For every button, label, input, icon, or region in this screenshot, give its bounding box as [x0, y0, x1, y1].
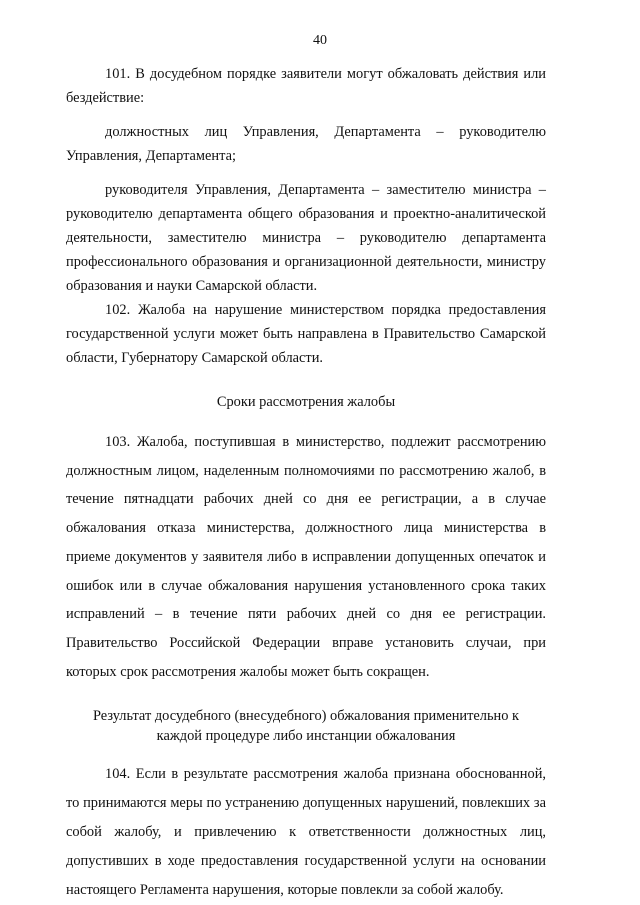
section-heading-line-2: каждой процедуре либо инстанции обжалования: [156, 728, 456, 745]
page-number: 40: [313, 33, 327, 48]
section-heading-review-terms: Сроки рассмотрения жалобы: [216, 394, 396, 410]
document-body: [66, 62, 546, 905]
paragraph-101-heads: руководителя Управления, Департамента – заместителю министра – руководителю департамента общего образования и проектно-аналитической деятельности, заместителю министра – руководителю департамента профессионального образования и организационной деятельности, министру образования и науки Самарской области.: [66, 182, 546, 294]
paragraph-104: 104. Если в результате рассмотрения жалоба признана обоснованной, то принимаются меры по устранению допущенных нарушений, повлекших за собой жалобу, и привлечению к ответственности должностных лиц, допустивших в ходе предоставления государственной услуги на основании настоящего Регламента нарушения, которые повлекли за собой жалобу.: [66, 766, 546, 899]
paragraph-103: 103. Жалоба, поступившая в министерство, подлежит рассмотрению должностным лицом, наделенным полномочиями по рассмотрению жалоб, в течение пятнадцати рабочих дней со дня ее регистрации, а в случае обжалования отказа министерства, должностного лица министерства в приеме документов у заявителя либо в исправлении допущенных опечаток и ошибок или в случае обжалования нарушения установленного срока таких исправлений – в течение пяти рабочих дней со дня ее регистрации. Правительство Российской Федерации вправе установить случаи, при которых срок рассмотрения жалобы может быть сокращен.: [66, 434, 546, 680]
paragraph-101: 101. В досудебном порядке заявители могут обжаловать действия или бездействие:: [66, 66, 546, 106]
paragraph-102: 102. Жалоба на нарушение министерством порядка предоставления государственной услуги может быть направлена в Правительство Самарской области, Губернатору Самарской области.: [66, 302, 546, 366]
paragraph-101-officials: должностных лиц Управления, Департамента – руководителю Управления, Департамента;: [66, 124, 546, 164]
section-heading-appeal-result: [66, 706, 546, 746]
section-heading-line-1: Результат досудебного (внесудебного) обжалования применительно к: [92, 708, 520, 725]
